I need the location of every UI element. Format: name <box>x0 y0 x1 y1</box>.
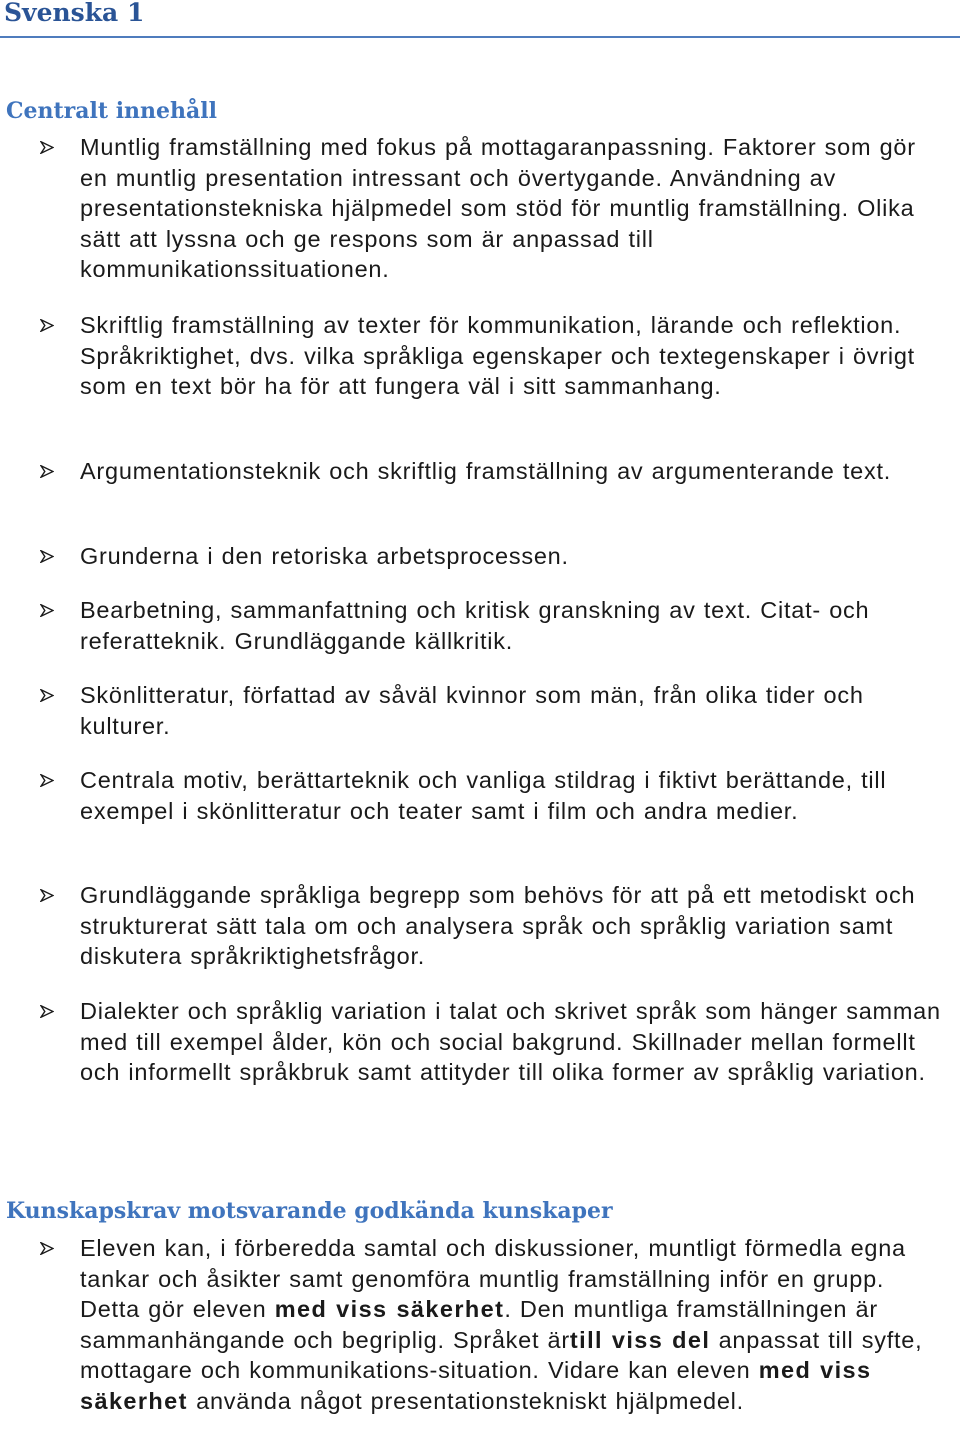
list-item <box>0 456 905 487</box>
list-item <box>0 310 960 402</box>
arrowhead-bullet-icon <box>40 604 54 617</box>
requirement-text-part: . Den muntliga framställningen är sammanhängande och begriplig. Språket är <box>80 1296 878 1353</box>
list-item <box>0 595 960 656</box>
arrowhead-bullet-icon <box>40 465 54 478</box>
list-item-text: Grunderna i den retoriska arbetsprocessen. <box>80 543 569 569</box>
list-item <box>0 132 960 285</box>
arrowhead-bullet-icon <box>40 550 54 563</box>
list-item-text: Skriftlig framställning av texter för kommunikation, lärande och reflektion. Språkriktighet, dvs. vilka språkliga egenskaper och textegenskaper i övrigt som en text bör ha för att fungera väl i sitt sammanhang. <box>80 312 915 400</box>
arrowhead-bullet-icon <box>40 689 54 702</box>
arrowhead-bullet-icon <box>40 1242 54 1255</box>
arrowhead-bullet-icon <box>40 1005 54 1018</box>
list-item <box>0 880 960 972</box>
list-item <box>0 680 960 741</box>
list-item-text: Centrala motiv, berättarteknik och vanliga stildrag i fiktivt berättande, till exempel i skönlitteratur och teater samt i film och andra medier. <box>80 767 887 824</box>
title-underline <box>0 36 960 38</box>
arrowhead-bullet-icon <box>40 889 54 902</box>
requirement-text <box>80 1235 922 1414</box>
central-content-heading: Centralt innehåll <box>6 98 217 124</box>
list-item-text: Grundläggande språkliga begrepp som behövs för att på ett metodiskt och strukturerat sätt tala om och analysera språk och språklig variation samt diskutera språkriktighetsfrågor. <box>80 882 916 970</box>
requirement-emphasis: med viss säkerhet <box>80 1357 872 1414</box>
list-item <box>0 765 960 826</box>
arrowhead-bullet-icon <box>40 319 54 332</box>
list-item-text: Dialekter och språklig variation i talat och skrivet språk som hänger samman med till exempel ålder, kön och social bakgrund. Skillnader mellan formellt och informellt språkbruk samt attityder till olika former av språklig variation. <box>80 998 941 1086</box>
list-item-text: Bearbetning, sammanfattning och kritisk granskning av text. Citat- och referatteknik. Grundläggande källkritik. <box>80 597 870 654</box>
requirement-text-part: Eleven kan, i förberedda samtal och diskussioner, muntligt förmedla egna tankar och åsikter samt genomföra muntlig framställning inför en grupp. Detta gör eleven <box>80 1235 906 1323</box>
requirement-text-part: anpassat till syfte, mottagare och kommunikations-situation. Vidare kan eleven <box>80 1326 923 1384</box>
requirements-heading: Kunskapskrav motsvarande godkända kunskaper <box>6 1198 613 1224</box>
list-item-text: Muntlig framställning med fokus på mottagaranpassning. Faktorer som gör en muntlig presentation intressant och övertygande. Användning av presentationstekniska hjälpmedel som stöd för muntlig framställning. Olika sätt att lyssna och ge respons som är anpassad till kommunikationssituationen. <box>80 134 916 283</box>
requirement-emphasis: med viss säkerhet <box>274 1296 505 1323</box>
requirement-emphasis: till viss del <box>569 1326 711 1353</box>
requirement-text-part: använda något presentationstekniskt hjälpmedel. <box>187 1387 744 1414</box>
list-item-text: Argumentationsteknik och skriftlig framställning av argumenterande text. <box>80 458 892 484</box>
page-title: Svenska 1 <box>4 0 145 27</box>
arrowhead-bullet-icon <box>40 774 54 787</box>
list-item <box>0 996 960 1088</box>
list-item <box>0 1233 960 1417</box>
arrowhead-bullet-icon <box>40 141 54 154</box>
list-item-text: Skönlitteratur, författad av såväl kvinnor som män, från olika tider och kulturer. <box>80 682 864 739</box>
list-item <box>0 541 583 572</box>
